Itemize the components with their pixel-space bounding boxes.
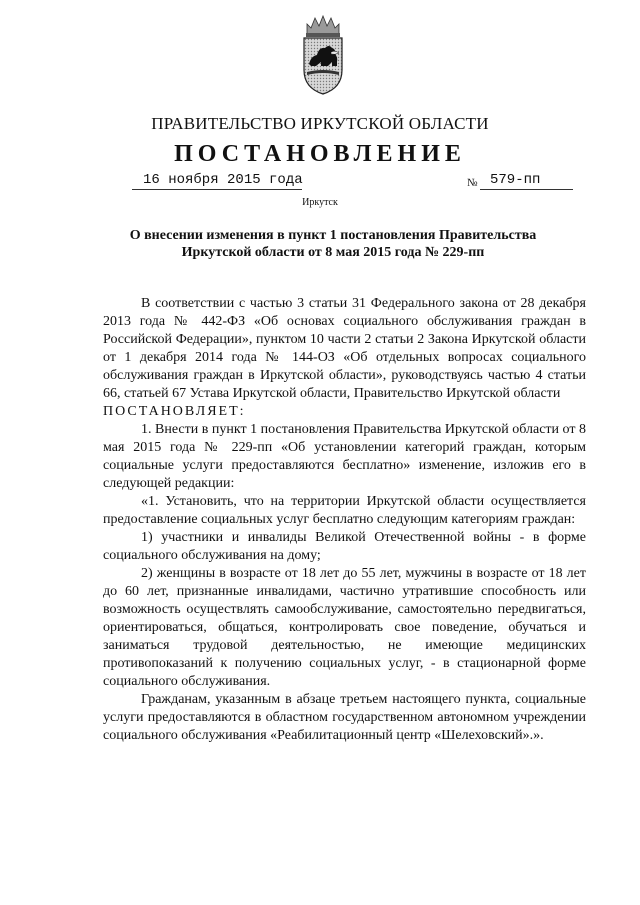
- document-number: 579-пп: [490, 172, 541, 188]
- subpoint-2: 2) женщины в возрасте от 18 лет до 55 лет, мужчины в возрасте от 18 лет до 60 лет, признанные инвалидами, частично утратившие способность или возможность осуществлять самообслуживание, самостоятельно передвигаться, ориентироваться, общаться, контролировать свое поведение, обучаться и заниматься трудовой деятельностью, не имеющие медицинских противопоказаний к получению социальных услуг, - в стационарной форме социального обслуживания.: [103, 566, 586, 689]
- document-date: 16 ноября 2015 года: [143, 172, 303, 188]
- government-name: ПРАВИТЕЛЬСТВО ИРКУТСКОЙ ОБЛАСТИ: [151, 114, 489, 133]
- subpoint-1: 1) участники и инвалиды Великой Отечественной войны - в форме социального обслуживания на дому;: [103, 530, 586, 563]
- title-line-2: Иркутской области от 8 мая 2015 года № 229-пп: [181, 245, 485, 260]
- date-underline: [132, 189, 302, 190]
- resolves-heading: ПОСТАНОВЛЯЕТ:: [103, 404, 246, 419]
- city-name: Иркутск: [302, 197, 338, 208]
- irkutsk-coat-of-arms-icon: [301, 14, 345, 96]
- quoted-point-1: «1. Установить, что на территории Иркутской области осуществляется предоставление социальных услуг бесплатно следующим категориям граждан:: [103, 494, 586, 527]
- document-body: [103, 295, 586, 745]
- document-type: ПОСТАНОВЛЕНИЕ: [174, 141, 466, 167]
- document-title: [110, 227, 556, 261]
- number-underline: [480, 189, 573, 190]
- item-1-paragraph: 1. Внести в пункт 1 постановления Правительства Иркутской области от 8 мая 2015 года № 229-пп «Об установлении категорий граждан, которым социальные услуги предоставляются бесплатно» изменение, изложив его в следующей редакции:: [103, 422, 586, 491]
- title-line-1: О внесении изменения в пункт 1 постановления Правительства: [129, 228, 537, 243]
- number-sign: №: [467, 177, 478, 189]
- closing-paragraph: Гражданам, указанным в абзаце третьем настоящего пункта, социальные услуги предоставляются в областном государственном автономном учреждении социального обслуживания «Реабилитационный центр «Шелеховский».».: [103, 692, 586, 743]
- preamble-paragraph: В соответствии с частью 3 статьи 31 Федерального закона от 28 декабря 2013 года № 442-ФЗ «Об основах социального обслуживания граждан в Российской Федерации», пунктом 10 части 2 статьи 2 Закона Иркутской области от 1 декабря 2014 года № 144-ОЗ «Об отдельных вопросах социального обслуживания граждан в Иркутской области», руководствуясь частью 4 статьи 66, статьей 67 Устава Иркутской области, Правительство Иркутской области: [103, 296, 586, 401]
